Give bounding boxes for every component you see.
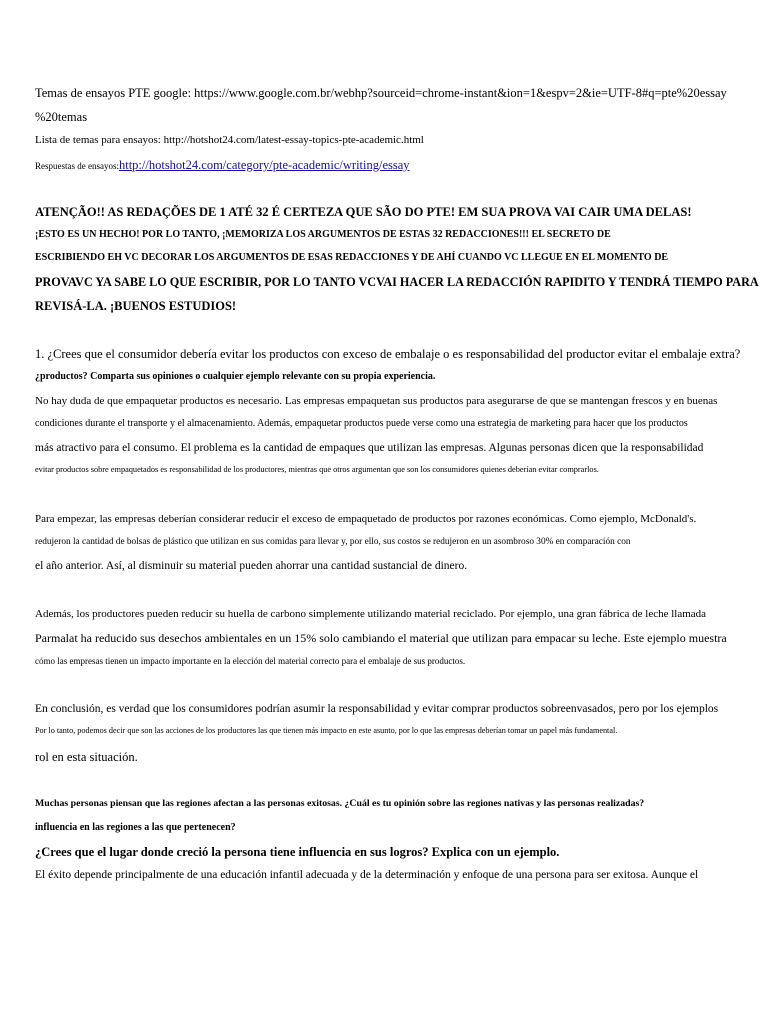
essay1-p2-line3: el año anterior. Así, al disminuir su material pueden ahorrar una cantidad sustancial de dinero.	[35, 560, 468, 572]
essay1-p3-line3: cómo las empresas tienen un impacto importante en la elección del material correcto para el embalaje de sus productos.	[35, 656, 466, 666]
intro-search-line-cont: %20temas	[35, 110, 88, 124]
notice-line-2: ¡ESTO ES UN HECHO! POR LO TANTO, ¡MEMORIZA LOS ARGUMENTOS DE ESTAS 32 REDACCIONES!!! EL SECRETO DE	[35, 229, 611, 240]
essay1-p3-line2: Parmalat ha reducido sus desechos ambientales en un 15% solo cambiando el material que utilizan para empacar su leche. Este ejemplo muestra	[35, 631, 727, 645]
essay1-p1-line2: condiciones durante el transporte y el almacenamiento. Además, empaquetar productos puede verse como una estrategia de marketing para hacer que los productos	[35, 418, 688, 429]
answers-label: Respuestas de ensayos:	[35, 161, 119, 171]
intro-search-line: Temas de ensayos PTE google: https://www.google.com.br/webhp?sourceid=chrome-instant&ion=1&espv=2&ie=UTF-8#q=pte%20essay	[35, 86, 727, 100]
essay2-p1-line1: El éxito depende principalmente de una educación infantil adecuada y de la determinación y enfoque de una persona para ser exitosa. Aunque el	[35, 869, 699, 881]
essay2-question-line2: influencia en las regiones a las que pertenecen?	[35, 822, 236, 833]
essay1-p1-line1: No hay duda de que empaquetar productos es necesario. Las empresas empaquetan sus productos para asegurarse de que se mantengan frescos y en buenas	[35, 395, 718, 407]
essay2-question-line1: Muchas personas piensan que las regiones afectan a las personas exitosas. ¿Cuál es tu opinión sobre las regiones nativas y las personas realizadas?	[35, 798, 645, 809]
topics-list-line: Lista de temas para ensayos: http://hotshot24.com/latest-essay-topics-pte-academic.html	[35, 134, 424, 146]
essay1-p1-line3: más atractivo para el consumo. El problema es la cantidad de empaques que utilizan las empresas. Algunas personas dicen que la responsabilidad	[35, 442, 704, 454]
answers-link[interactable]: http://hotshot24.com/category/pte-academic/writing/essay	[118, 158, 410, 172]
answers-line	[35, 157, 410, 173]
essay1-p4-line1: En conclusión, es verdad que los consumidores podrían asumir la responsabilidad y evitar comprar productos sobreenvasados, pero por los ejemplos	[35, 703, 719, 715]
essay1-p4-line3: rol en esta situación.	[35, 750, 138, 764]
notice-line-4: PROVAVC YA SABE LO QUE ESCRIBIR, POR LO TANTO VCVAI HACER LA REDACCIÓN RAPIDITO Y TENDRÁ TIEMPO PARA	[35, 275, 759, 289]
essay2-question-line3: ¿Crees que el lugar donde creció la persona tiene influencia en sus logros? Explica con un ejemplo.	[35, 845, 560, 859]
essay1-question-cont: ¿productos? Comparta sus opiniones o cualquier ejemplo relevante con su propia experiencia.	[35, 371, 436, 382]
notice-line-1: ATENÇÃO!! AS REDAÇÕES DE 1 ATÉ 32 É CERTEZA QUE SÃO DO PTE! EM SUA PROVA VAI CAIR UMA DELAS!	[35, 205, 692, 219]
essay1-p2-line1: Para empezar, las empresas deberían considerar reducir el exceso de empaquetado de productos por razones económicas. Como ejemplo, McDonald's.	[35, 513, 697, 525]
essay1-p1-line4: evitar productos sobre empaquetados es responsabilidad de los productores, mientras que otros argumentan que son los consumidores quienes deberían evitar comprarlos.	[35, 465, 599, 474]
essay1-p4-line2: Por lo tanto, podemos decir que son las acciones de los productores las que tienen más impacto en este asunto, por lo que las empresas deberían tomar un papel más fundamental.	[35, 726, 618, 735]
notice-line-3: ESCRIBIENDO EH VC DECORAR LOS ARGUMENTOS DE ESAS REDACCIONES Y DE AHÍ CUANDO VC LLEGUE EN EL MOMENTO DE	[35, 252, 669, 263]
essay1-question: 1. ¿Crees que el consumidor debería evitar los productos con exceso de embalaje o es responsabilidad del productor evitar el embalaje extra?	[35, 347, 741, 361]
notice-line-5: REVISÁ-LA. ¡BUENOS ESTUDIOS!	[35, 299, 237, 313]
essay1-p2-line2: redujeron la cantidad de bolsas de plástico que utilizan en sus comidas para llevar y, por ello, sus costos se redujeron en un asombroso 30% en comparación con	[35, 537, 631, 547]
essay1-p3-line1: Además, los productores pueden reducir su huella de carbono simplemente utilizando material reciclado. Por ejemplo, una gran fábrica de leche llamada	[35, 608, 707, 620]
